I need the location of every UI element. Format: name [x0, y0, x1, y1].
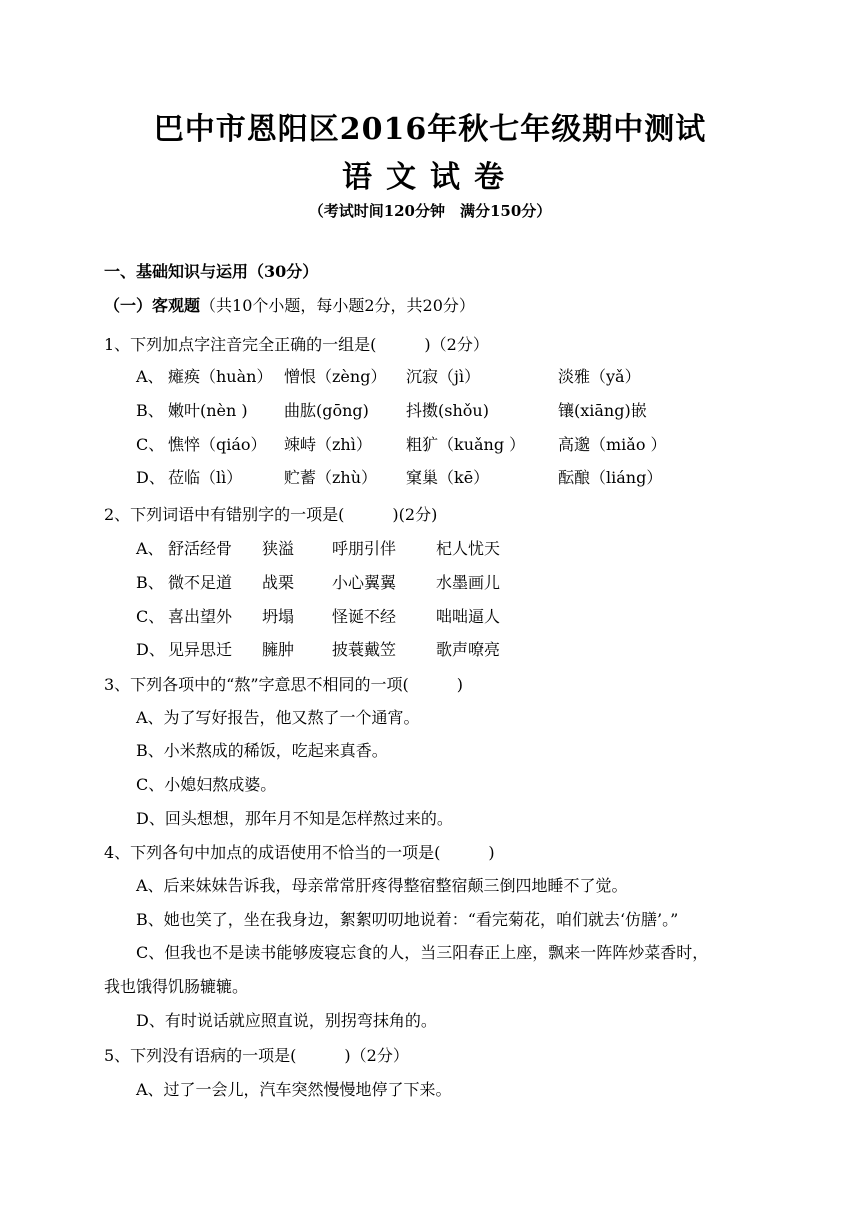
option-item: 小心翼翼	[332, 573, 397, 592]
q3-option-b: B、小米熬成的稀饭，吃起来真香。	[136, 741, 388, 760]
question-1-stem: 1、下列加点字注音完全正确的一组是( )（2分）	[104, 335, 489, 354]
option-item: 贮蓄（zhù）	[284, 468, 378, 487]
option-item: 舒活经骨	[168, 539, 233, 558]
q3-option-d: D、回头想想，那年月不知是怎样熬过来的。	[136, 809, 453, 828]
option-letter: D、	[136, 468, 165, 487]
q4-option-c-continued: 我也饿得饥肠辘辘。	[104, 977, 249, 996]
q4-option-b: B、她也笑了，坐在我身边，絮絮叨叨地说着：“看完菊花，咱们就去‘仿膳’。”	[136, 910, 679, 929]
option-item: 嫩叶(nèn )	[168, 401, 248, 420]
option-letter: A、	[136, 539, 164, 558]
option-item: 水墨画儿	[436, 573, 501, 592]
section-heading: 一、基础知识与运用（30分）	[104, 262, 319, 281]
option-item: 抖擞(shǒu)	[406, 401, 489, 420]
option-item: 憎恨（zèng）	[284, 367, 387, 386]
question-4-stem: 4、下列各句中加点的成语使用不恰当的一项是( )	[104, 843, 495, 862]
question-2-stem: 2、下列词语中有错别字的一项是( )(2分)	[104, 505, 438, 524]
option-item: 臃肿	[262, 640, 295, 659]
part-heading	[104, 296, 475, 316]
option-item: 粗犷（kuǎng ）	[406, 435, 526, 454]
option-letter: C、	[136, 607, 165, 626]
option-item: 曲肱(gōng)	[284, 401, 369, 420]
exam-info: （考试时间120分钟 满分150分）	[308, 202, 552, 220]
option-item: 呼朋引伴	[332, 539, 397, 558]
q3-option-c: C、小媳妇熬成婆。	[136, 775, 277, 794]
option-item: 披蓑戴笠	[332, 640, 397, 659]
exam-subject: 语文试卷	[342, 160, 518, 195]
option-item: 喜出望外	[168, 607, 233, 626]
option-item: 杞人忧天	[436, 539, 501, 558]
option-item: 瘫痪（huàn）	[168, 367, 273, 386]
q4-option-a: A、后来妹妹告诉我，母亲常常肝疼得整宿整宿颠三倒四地睡不了觉。	[136, 876, 628, 895]
option-letter: B、	[136, 573, 164, 592]
option-item: 咄咄逼人	[436, 607, 501, 626]
part-note: （共10个小题，每小题2分，共20分）	[200, 296, 475, 315]
q5-option-a: A、过了一会儿，汽车突然慢慢地停了下来。	[136, 1080, 452, 1099]
option-item: 淡雅（yǎ）	[558, 367, 641, 386]
option-letter: A、	[136, 367, 164, 386]
option-item: 沉寂（jì）	[406, 367, 481, 386]
option-item: 莅临（lì）	[168, 468, 243, 487]
option-letter: D、	[136, 640, 165, 659]
option-item: 憔悴（qiáo）	[168, 435, 267, 454]
q3-option-a: A、为了写好报告，他又熬了一个通宵。	[136, 708, 420, 727]
exam-title: 巴中市恩阳区2016年秋七年级期中测试	[153, 112, 707, 147]
option-item: 坍塌	[262, 607, 295, 626]
option-item: 微不足道	[168, 573, 233, 592]
option-item: 竦峙（zhì）	[284, 435, 372, 454]
option-item: 镶(xiāng)嵌	[558, 401, 647, 420]
part-label: （一）客观题	[104, 296, 201, 315]
option-item: 窠巢（kē）	[406, 468, 490, 487]
option-item: 酝酿（liáng）	[558, 468, 663, 487]
q4-option-d: D、有时说话就应照直说，别拐弯抹角的。	[136, 1011, 437, 1030]
q4-option-c: C、但我也不是读书能够废寝忘食的人，当三阳春正上座，飘来一阵阵炒菜香时，	[136, 943, 709, 962]
option-item: 见异思迁	[168, 640, 233, 659]
option-item: 怪诞不经	[332, 607, 397, 626]
option-letter: B、	[136, 401, 164, 420]
option-item: 战栗	[262, 573, 295, 592]
option-letter: C、	[136, 435, 165, 454]
question-3-stem: 3、下列各项中的“熬”字意思不相同的一项( )	[104, 675, 464, 694]
option-item: 歌声嘹亮	[436, 640, 501, 659]
question-5-stem: 5、下列没有语病的一项是( )（2分）	[104, 1046, 409, 1065]
option-item: 狭溢	[262, 539, 295, 558]
option-item: 高邈（miǎo ）	[558, 435, 667, 454]
